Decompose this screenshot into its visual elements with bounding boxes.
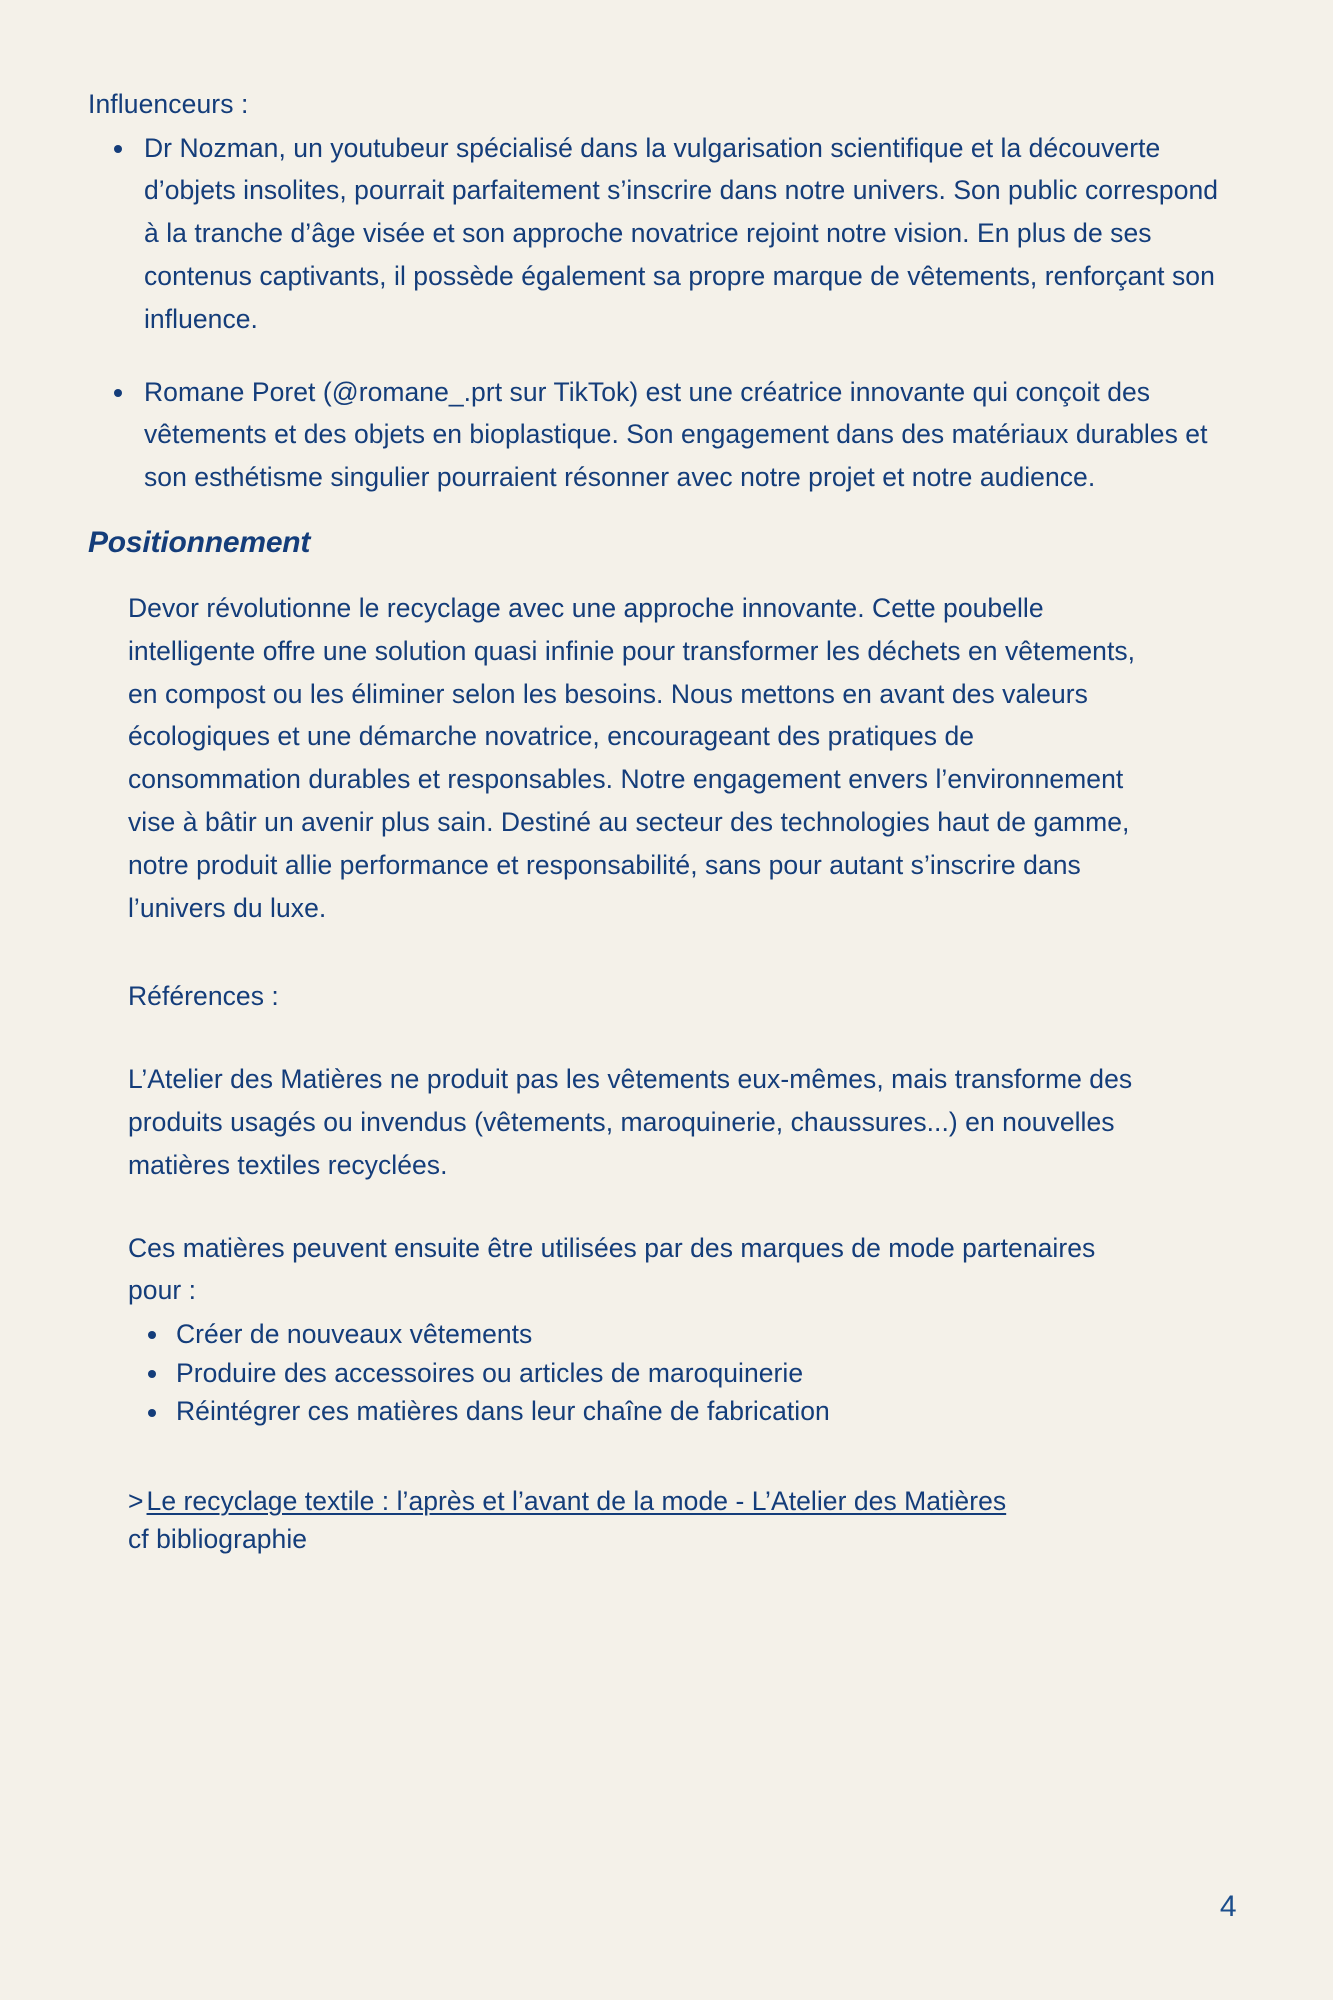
bullet-icon bbox=[114, 389, 122, 397]
spacer bbox=[128, 1018, 1237, 1058]
usage-intro: Ces matières peuvent ensuite être utilisées par des marques de mode partenaires pour : bbox=[128, 1232, 1096, 1306]
list-item bbox=[128, 1316, 1237, 1353]
reference-link[interactable]: Le recyclage textile : l’après et l’avant de la mode - L’Atelier des Matières bbox=[146, 1485, 1007, 1516]
page-title: Positionnement bbox=[88, 525, 311, 559]
reference-link-row bbox=[128, 1482, 1237, 1520]
influencers-label: Influenceurs : bbox=[88, 89, 249, 119]
bullet-icon bbox=[148, 1370, 156, 1378]
positioning-body bbox=[88, 587, 1237, 1558]
list-item bbox=[128, 1355, 1237, 1392]
chevron-right-icon: > bbox=[128, 1485, 144, 1516]
bullet-icon bbox=[114, 145, 122, 153]
influencer-description: Romane Poret (@romane_.prt sur TikTok) est une créatrice innovante qui conçoit des vêtements et des objets en bioplastique. Son engagement dans des matériaux durables et son esthétisme singulier pourraient résonner avec notre projet et notre audience. bbox=[144, 376, 1208, 493]
spacer bbox=[128, 1187, 1237, 1227]
influencers-section bbox=[88, 86, 1237, 499]
list-item bbox=[128, 1393, 1237, 1430]
usage-item-label: Créer de nouveaux vêtements bbox=[176, 1319, 533, 1350]
bibliography-note: cf bibliographie bbox=[128, 1523, 308, 1554]
usage-item-label: Réintégrer ces matières dans leur chaîne de fabrication bbox=[176, 1396, 830, 1427]
references-label: Références : bbox=[128, 981, 279, 1012]
spacer bbox=[128, 929, 1237, 975]
usage-list bbox=[128, 1316, 1237, 1430]
influencer-description: Dr Nozman, un youtubeur spécialisé dans la vulgarisation scientifique et la découverte d’objets insolites, pourrait parfaitement s’inscrire dans notre univers. Son public correspond à la tranche d’âge visée et son approche novatrice rejoint notre vision. En plus de ses contenus captivants, il possède également sa propre marque de vêtements, renforçant son influence. bbox=[144, 132, 1219, 334]
positioning-section bbox=[88, 525, 1237, 1558]
positioning-paragraph: Devor révolutionne le recyclage avec une approche innovante. Cette poubelle intelligente offre une solution quasi infinie pour transformer les déchets en vêtements, en compost ou les éliminer selon les besoins. Nous mettons en avant des valeurs écologiques et une démarche novatrice, encourageant des pratiques de consommation durables et responsables. Notre engagement envers l’environnement vise à bâtir un avenir plus sain. Destiné au secteur des technologies haut de gamme, notre produit allie performance et responsabilité, sans pour autant s’inscrire dans l’univers du luxe. bbox=[128, 592, 1136, 923]
list-item bbox=[88, 371, 1234, 499]
spacer bbox=[128, 1432, 1237, 1482]
bullet-icon bbox=[148, 1409, 156, 1417]
bullet-icon bbox=[148, 1331, 156, 1339]
influencers-list bbox=[88, 127, 1237, 499]
usage-item-label: Produire des accessoires ou articles de maroquinerie bbox=[176, 1357, 804, 1388]
page-number: 4 bbox=[1219, 1890, 1237, 1923]
list-item bbox=[88, 127, 1234, 341]
references-paragraph: L’Atelier des Matières ne produit pas les vêtements eux-mêmes, mais transforme des produits usagés ou invendus (vêtements, maroquinerie, chaussures...) en nouvelles matières textiles recyclées. bbox=[128, 1064, 1133, 1180]
